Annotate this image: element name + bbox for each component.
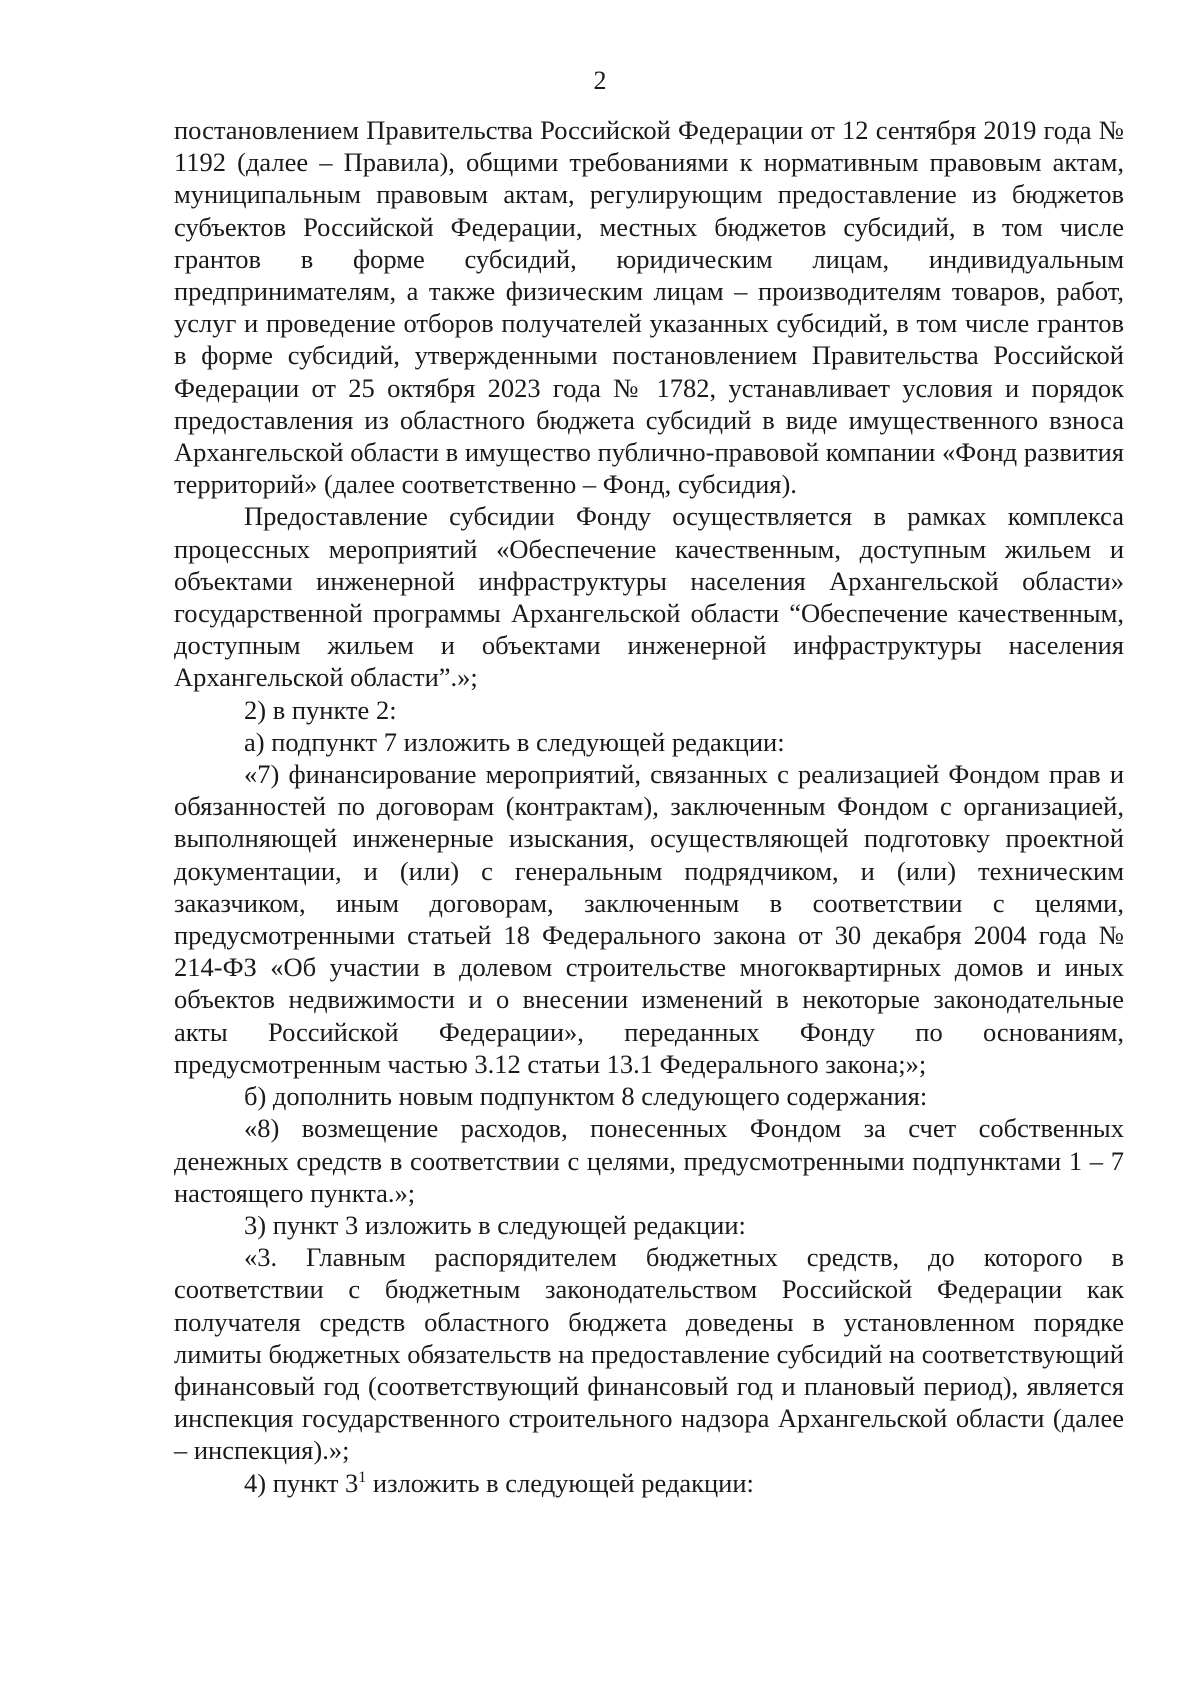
paragraph-item-3: 3) пункт 3 изложить в следующей редакции: — [244, 1209, 746, 1240]
paragraph-item-2a: а) подпункт 7 изложить в следующей редакции: — [244, 726, 785, 757]
item-4-text-before: 4) пункт 3 — [244, 1467, 359, 1498]
item-4-superscript: 1 — [358, 1468, 367, 1486]
page-number: 2 — [593, 66, 607, 95]
paragraph-item-2: 2) в пункте 2: — [244, 694, 397, 725]
item-4-text-after: изложить в следующей редакции: — [366, 1467, 754, 1498]
paragraph-item-2b: б) дополнить новым подпунктом 8 следующего содержания: — [244, 1081, 928, 1112]
paragraph-intro: постановлением Правительства Российской Федерации от 12 сентября 2019 года № 1192 (далее – Правила), общими требованиями к нормативным правовым актам, муниципальным правовым актам, регулирующим предоставление из бюджетов субъектов Российской Федерации, местных бюджетов субсидий, в том числе грантов в форме субсидий, юридическим лицам, индивидуальным предпринимателям, а также физическим лицам – производителям товаров, работ, услуг и проведение отборов получателей указанных субсидий, в том числе грантов в форме субсидий, утвержденными постановлением Правительства Российской Федерации от 25 октября 2023 года № 1782, устанавливает условия и порядок предоставления из областного бюджета субсидий в виде имущественного взноса Архангельской области в имущество публично-правовой компании «Фонд развития территорий» (далее соответственно – Фонд, субсидия). — [174, 115, 1124, 500]
paragraph-point-3: «3. Главным распорядителем бюджетных средств, до которого в соответствии с бюджетным законодательством Российской Федерации как получателя средств областного бюджета доведены в установленном порядке лимиты бюджетных обязательств на предоставление субсидий на соответствующий финансовый год (соответствующий финансовый год и плановый период), является инспекция государственного строительного надзора Архангельской области (далее – инспекция).»; — [174, 1242, 1124, 1466]
document-body — [174, 114, 1124, 1499]
paragraph-item-4 — [174, 1467, 1124, 1499]
paragraph-subitem-7: «7) финансирование мероприятий, связанных с реализацией Фондом прав и обязанностей по договорам (контрактам), заключенным Фондом с организацией, выполняющей инженерные изыскания, осуществляющей подготовку проектной документации, и (или) с генеральным подрядчиком, и (или) техническим заказчиком, иным договорам, заключенным в соответствии с целями, предусмотренными статьей 18 Федерального закона от 30 декабря 2004 года № 214-ФЗ «Об участии в долевом строительстве многоквартирных домов и иных объектов недвижимости и о внесении изменений в некоторые законодательные акты Российской Федерации», переданных Фонду по основаниям, предусмотренным частью 3.12 статьи 13.1 Федерального закона;»; — [174, 759, 1124, 1079]
paragraph-subitem-8: «8) возмещение расходов, понесенных Фондом за счет собственных денежных средств в соответствии с целями, предусмотренными подпунктами 1 – 7 настоящего пункта.»; — [174, 1113, 1124, 1208]
paragraph-subsidy-provision: Предоставление субсидии Фонду осуществляется в рамках комплекса процессных мероприятий «Обеспечение качественным, доступным жильем и объектами инженерной инфраструктуры населения Архангельской области» государственной программы Архангельской области “Обеспечение качественным, доступным жильем и объектами инженерной инфраструктуры населения Архангельской области”.»; — [174, 501, 1124, 693]
